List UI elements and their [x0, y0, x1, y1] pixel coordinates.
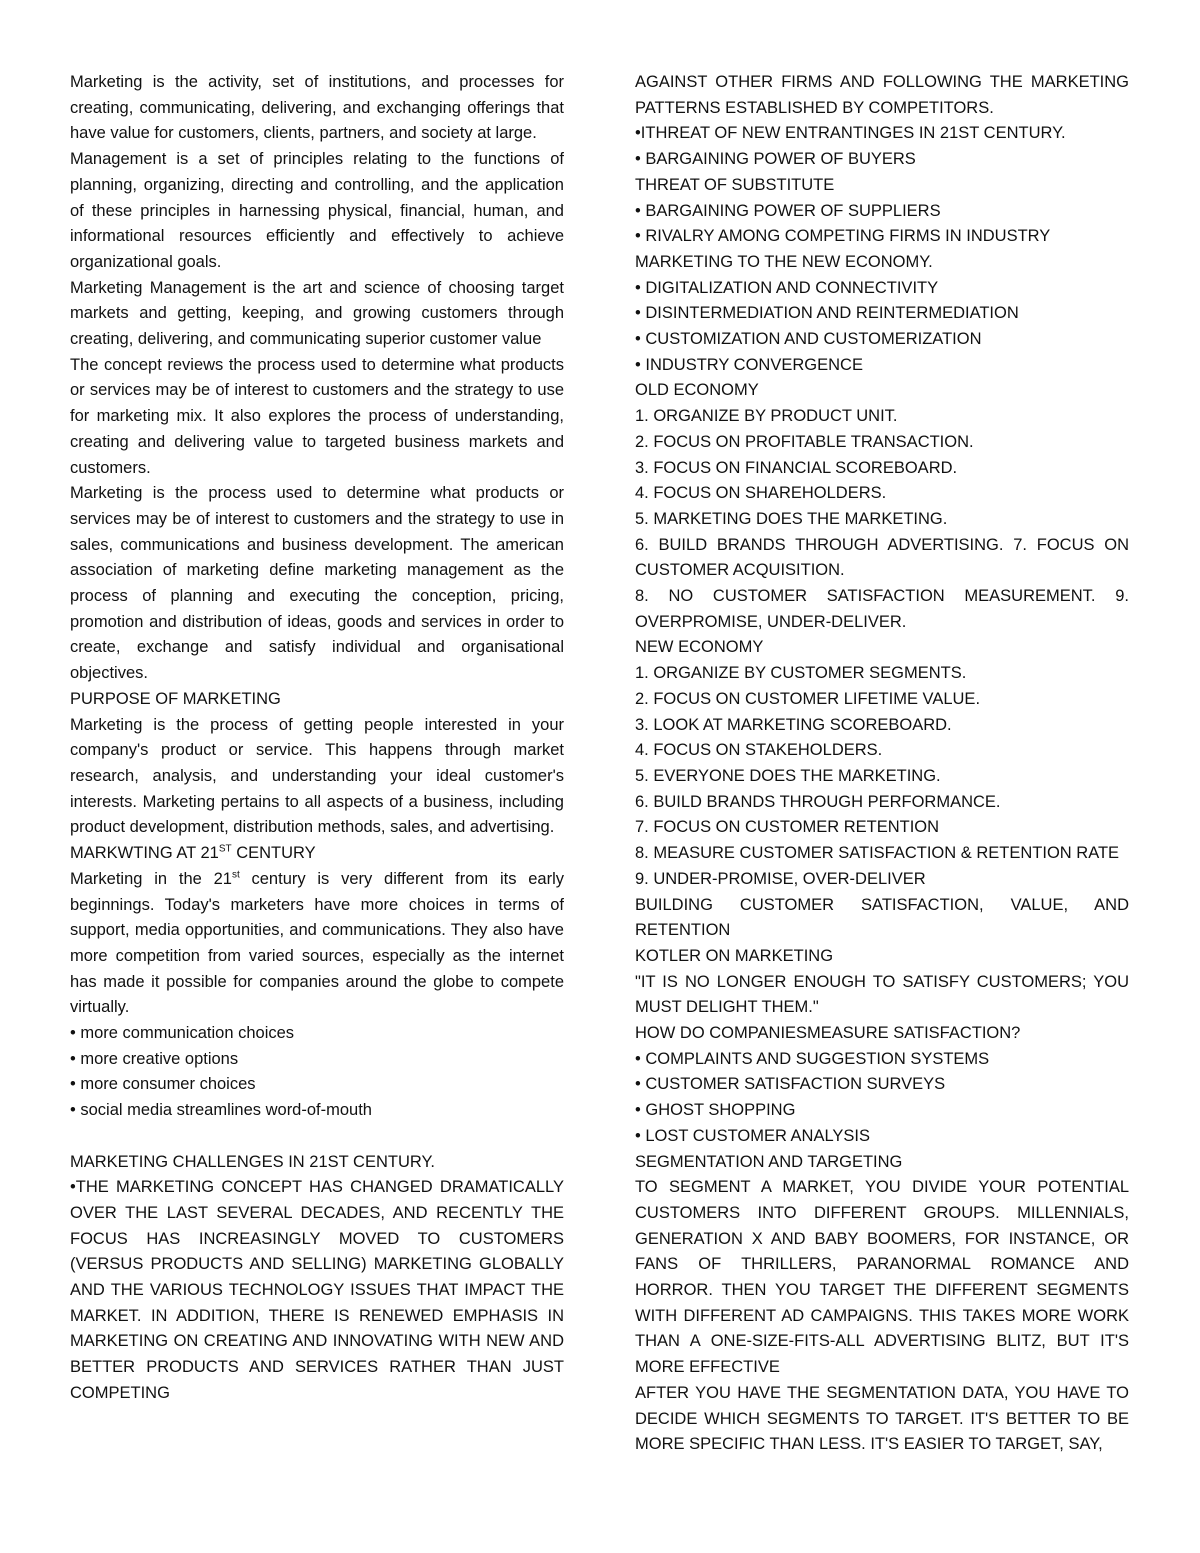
list-item: • social media streamlines word-of-mouth	[70, 1101, 372, 1120]
list-item: 4. FOCUS ON SHAREHOLDERS.	[635, 484, 887, 503]
list-item: 2. FOCUS ON PROFITABLE TRANSACTION.	[635, 432, 974, 451]
blank-line	[70, 1124, 564, 1150]
list-item: 2. FOCUS ON CUSTOMER LIFETIME VALUE.	[635, 689, 981, 708]
list-item: 1. ORGANIZE BY CUSTOMER SEGMENTS.	[635, 664, 967, 683]
list-item: SEGMENTATION AND TARGETING	[635, 1152, 903, 1171]
list-item: 5. MARKETING DOES THE MARKETING.	[635, 509, 948, 528]
marketing-management-definition: Marketing Management is the art and science of choosing target markets and getting, keeping, and growing customers through creating, delivering, and communicating superior customer value	[70, 278, 564, 349]
targeting-paragraph: AFTER YOU HAVE THE SEGMENTATION DATA, YOU HAVE TO DECIDE WHICH SEGMENTS TO TARGET. IT'S BETTER TO BE MORE SPECIFIC THAN LESS. IT'S EASIER TO TARGET, SAY,	[635, 1383, 1129, 1454]
list-item: • LOST CUSTOMER ANALYSIS	[635, 1126, 871, 1145]
purpose-paragraph: Marketing is the process of getting people interested in your company's product or service. This happens through market research, analysis, and understanding your ideal customer's interests. Marketing pertains to all aspects of a business, including product development, distribution methods, sales, and advertising.	[70, 715, 564, 837]
list-item: • more communication choices	[70, 1024, 295, 1043]
segmentation-paragraph: TO SEGMENT A MARKET, YOU DIVIDE YOUR POTENTIAL CUSTOMERS INTO DIFFERENT GROUPS. MILLENNIALS, GENERATION X AND BABY BOOMERS, FOR INSTANCE, OR FANS OF THRILLERS, PARANORMAL ROMANCE AND HORROR. THEN YOU TARGET THE DIFFERENT SEGMENTS WITH DIFFERENT AD CAMPAIGNS. THIS TAKES MORE WORK THAN A ONE-SIZE-FITS-ALL ADVERTISING BLITZ, BUT IT'S MORE EFFECTIVE	[635, 1178, 1129, 1377]
list-item: 3. LOOK AT MARKETING SCOREBOARD.	[635, 715, 952, 734]
list-item: OLD ECONOMY	[635, 381, 759, 400]
challenges-paragraph: •THE MARKETING CONCEPT HAS CHANGED DRAMATICALLY OVER THE LAST SEVERAL DECADES, AND RECENTLY THE FOCUS HAS INCREASINGLY MOVED TO CUSTOMERS (VERSUS PRODUCTS AND SELLING) MARKETING GLOBALLY AND THE VARIOUS TECHNOLOGY ISSUES THAT IMPACT THE MARKET. IN ADDITION, THERE IS RENEWED EMPHASIS IN MARKETING ON CREATING AND INNOVATING WITH NEW AND BETTER PRODUCTS AND SERVICES RATHER THAN JUST COMPETING	[70, 1178, 564, 1402]
old-economy-item-8-9: 8. NO CUSTOMER SATISFACTION MEASUREMENT. 9. OVERPROMISE, UNDER-DELIVER.	[635, 587, 1129, 631]
list-item: 4. FOCUS ON STAKEHOLDERS.	[635, 741, 883, 760]
building-satisfaction-heading: BUILDING CUSTOMER SATISFACTION, VALUE, AND RETENTION	[635, 895, 1129, 940]
purpose-heading: PURPOSE OF MARKETING	[70, 689, 281, 708]
list-item: •ITHREAT OF NEW ENTRANTINGES IN 21ST CENTURY.	[635, 124, 1066, 143]
list-item: 5. EVERYONE DOES THE MARKETING.	[635, 766, 941, 785]
list-item: • GHOST SHOPPING	[635, 1101, 796, 1120]
list-item: • more creative options	[70, 1049, 239, 1068]
concept-paragraph: The concept reviews the process used to determine what products or services may be of interest to customers and the strategy to use for marketing mix. It also explores the process of understanding, creating and delivering value to targeted business markets and customers.	[70, 355, 564, 477]
list-item: • more consumer choices	[70, 1075, 256, 1094]
list-item: • BARGAINING POWER OF BUYERS	[635, 150, 916, 169]
competitors-paragraph: AGAINST OTHER FIRMS AND FOLLOWING THE MARKETING PATTERNS ESTABLISHED BY COMPETITORS.	[635, 73, 1129, 117]
marketing-process-paragraph: Marketing is the process used to determine what products or services may be of interest to customers and the strategy to use in sales, communications and business development. The american association of marketing define marketing management as the process of planning and executing the conception, pricing, promotion and distribution of ideas, goods and services in order to create, exchange and satisfy individual and organisational objectives.	[70, 484, 564, 683]
list-item: 6. BUILD BRANDS THROUGH PERFORMANCE.	[635, 792, 1001, 811]
right-column	[635, 70, 1129, 1458]
list-item: 1. ORGANIZE BY PRODUCT UNIT.	[635, 407, 898, 426]
list-item: • CUSTOMER SATISFACTION SURVEYS	[635, 1075, 946, 1094]
list-item: 7. FOCUS ON CUSTOMER RETENTION	[635, 818, 940, 837]
list-item: • CUSTOMIZATION AND CUSTOMERIZATION	[635, 330, 982, 349]
management-definition: Management is a set of principles relating to the functions of planning, organizing, directing and controlling, and the application of these principles in harnessing physical, financial, human, and informational resources efficiently and effectively to achieve organizational goals.	[70, 150, 564, 271]
marketing-definition: Marketing is the activity, set of institutions, and processes for creating, communicating, delivering, and exchanging offerings that have value for customers, clients, partners, and society at large.	[70, 73, 564, 143]
list-item: 9. UNDER-PROMISE, OVER-DELIVER	[635, 869, 926, 888]
kotler-heading: KOTLER ON MARKETING	[635, 946, 834, 965]
list-item: 3. FOCUS ON FINANCIAL SCOREBOARD.	[635, 458, 958, 477]
list-item: MARKETING TO THE NEW ECONOMY.	[635, 252, 933, 271]
list-item: NEW ECONOMY	[635, 638, 764, 657]
list-item: • DISINTERMEDIATION AND REINTERMEDIATION	[635, 304, 1019, 323]
list-item: HOW DO COMPANIESMEASURE SATISFACTION?	[635, 1024, 1021, 1043]
challenges-heading: MARKETING CHALLENGES IN 21ST CENTURY.	[70, 1152, 435, 1171]
list-item: 8. MEASURE CUSTOMER SATISFACTION & RETENTION RATE	[635, 844, 1120, 863]
21st-century-paragraph: Marketing in the 21st century is very different from its early beginnings. Today's marketers have more choices in terms of support, media opportunities, and communications. They also have more competition from varied sources, especially as the internet has made it possible for companies around the globe to compete virtually.	[70, 869, 564, 1017]
21st-century-heading: MARKWTING AT 21ST CENTURY	[70, 843, 316, 863]
old-economy-item-6-7: 6. BUILD BRANDS THROUGH ADVERTISING. 7. FOCUS ON CUSTOMER ACQUISITION.	[635, 535, 1129, 580]
kotler-quote: "IT IS NO LONGER ENOUGH TO SATISFY CUSTOMERS; YOU MUST DELIGHT THEM."	[635, 972, 1129, 1017]
left-column	[70, 70, 564, 1407]
list-item: • RIVALRY AMONG COMPETING FIRMS IN INDUSTRY	[635, 227, 1051, 246]
list-item: • COMPLAINTS AND SUGGESTION SYSTEMS	[635, 1049, 990, 1068]
list-item: • BARGAINING POWER OF SUPPLIERS	[635, 201, 941, 220]
list-item: • INDUSTRY CONVERGENCE	[635, 355, 863, 374]
list-item: THREAT OF SUBSTITUTE	[635, 175, 835, 194]
list-item: • DIGITALIZATION AND CONNECTIVITY	[635, 278, 939, 297]
